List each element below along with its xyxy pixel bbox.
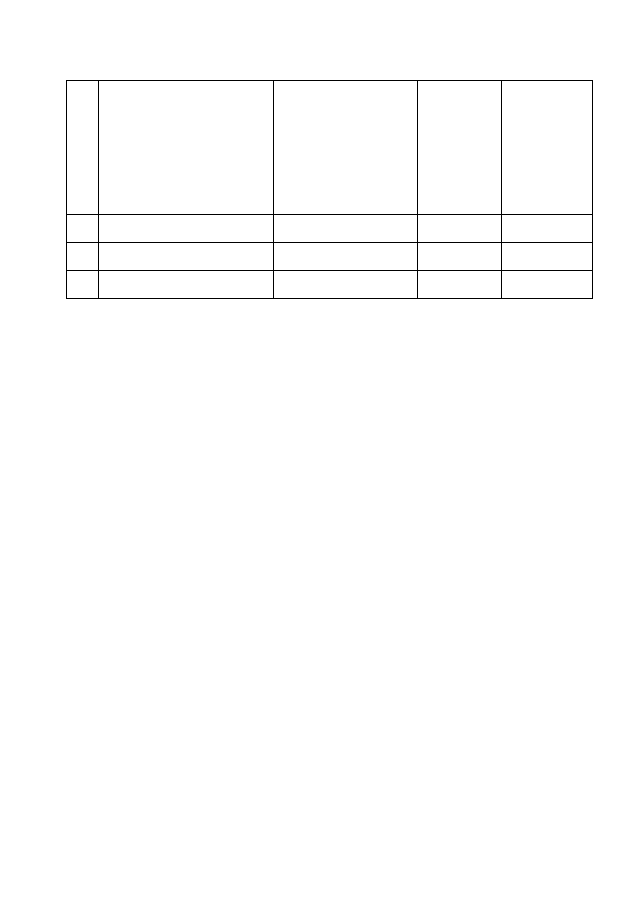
row-rate-cell — [418, 271, 502, 299]
header-actual-cost — [274, 81, 418, 215]
account-line — [66, 360, 606, 375]
table-row — [67, 243, 593, 271]
row-rate-cell — [418, 243, 502, 271]
header-subsidy-rate — [418, 81, 502, 215]
row-amount-cell — [502, 271, 593, 299]
bank-line — [66, 374, 606, 389]
row-cost-cell — [274, 243, 418, 271]
documents-list-block — [66, 421, 606, 450]
header-equipment-name — [99, 81, 274, 215]
bik-line — [66, 389, 606, 404]
subsidy-table — [66, 80, 593, 299]
row-total-label — [99, 271, 274, 299]
row-name-cell — [99, 243, 274, 271]
documents-list-line — [66, 436, 606, 451]
row-cost-cell — [274, 215, 418, 243]
header-number — [67, 81, 99, 215]
inn-line — [66, 331, 606, 346]
corr-account-line — [66, 404, 606, 419]
table-row — [67, 215, 593, 243]
table-header-row — [67, 81, 593, 215]
row-number — [67, 271, 99, 299]
table-row — [67, 271, 593, 299]
documents-list-title — [66, 421, 606, 436]
row-amount-cell — [502, 215, 593, 243]
requisites-title — [66, 316, 606, 331]
requisites-block — [66, 316, 606, 418]
header-subsidy-amount — [502, 81, 593, 215]
row-number — [67, 215, 99, 243]
row-amount-cell — [502, 243, 593, 271]
row-rate-cell — [418, 215, 502, 243]
row-cost-cell — [274, 271, 418, 299]
row-number — [67, 243, 99, 271]
kpp-line — [66, 345, 606, 360]
row-name-cell — [99, 215, 274, 243]
